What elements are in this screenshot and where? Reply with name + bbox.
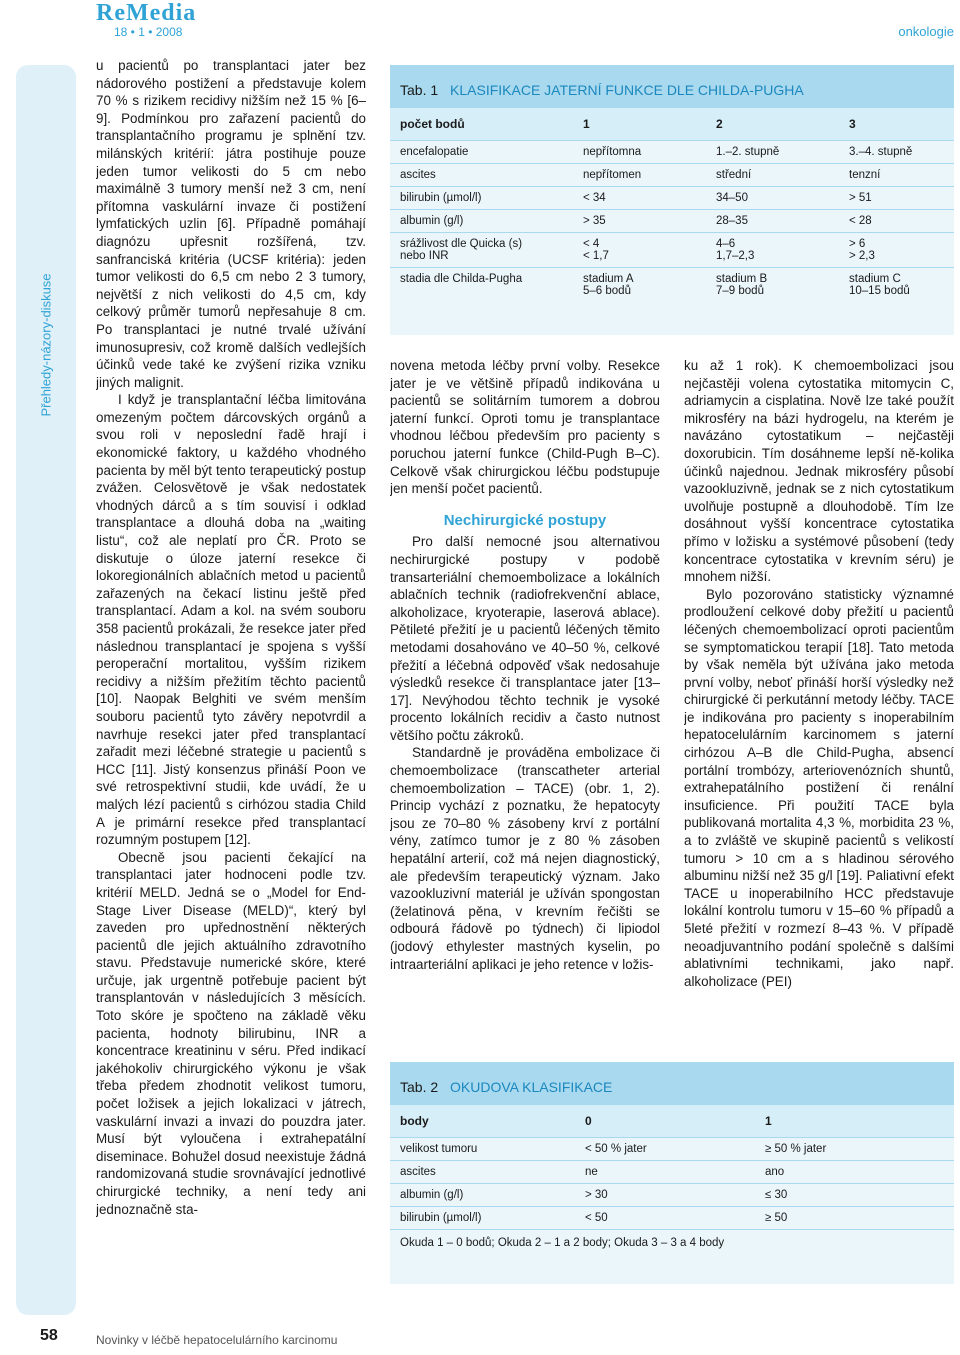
paragraph: Standardně je prováděna embolizace či chemoembolizace (transcatheter arterial chemoembolization – TACE) (obr. 1, 2). Princip vychází z poznatku, že hepatocyty jsou ze 70–80 % zásobeny krví z portální vény, zatímco tumor je z 80 % zásoben hepatální arterií, což má nejen diagnostický, ale především terapeutický význam. Jako vazookluzivní materiál je užíván spongostan (želatinová pěna, v krevním řečišti se odbourá řádově po týdnech) či lipiodol (jodový ethylester mastných kyselin, po intraarteriální aplikaci je jeho retence v ložis- bbox=[390, 745, 660, 972]
table-cell: albumin (g/l) bbox=[390, 210, 573, 233]
cell-line: stadia dle Childa-Pugha bbox=[400, 273, 523, 285]
header-cell: body bbox=[390, 1105, 575, 1138]
cell-line: srážlivost dle Quicka (s) bbox=[400, 238, 523, 250]
table-note: Okuda 1 – 0 bodů; Okuda 2 – 1 a 2 body; Okuda 3 – 3 a 4 body bbox=[390, 1229, 954, 1249]
table-cell: encefalopatie bbox=[390, 141, 573, 164]
table-row bbox=[390, 141, 954, 164]
table-cell: střední bbox=[706, 164, 839, 187]
table-row bbox=[390, 1161, 954, 1184]
table-cell bbox=[573, 268, 706, 303]
paragraph: u pacientů po transplantaci jater bez nádorového postižení a představuje kolem 70 % s rizikem recidivy nižším než 15 % [6–9]. Podmínkou pro zařazení pacientů do transplantačního programu je splnění tzv. milánských kritérií: játra postihuje pouze jeden tumor velikosti do 5 cm nebo maximálně 3 tumory menší než 3 cm, není přítomna vaskulární invaze či postižení lymfatických uzlin [6]. Případně pomáhají diagnózu upřesnit rozšířená, tzv. sanfranciská kritéria (UCSF kritéria): jeden tumor velikosti do 6,5 cm nebo 2 3 tumory, největší z nich velikosti do 4,5 cm, kdy celkový průměr tumorů nepřesahuje 8 cm. Po transplantaci je nutné trvalé užívání imunosupresiv, což kromě dalších vedlejších účinků vede také ke zvýšení rizika vzniku jiných malignit. bbox=[96, 58, 366, 390]
table-cell: 34–50 bbox=[706, 187, 839, 210]
cell-line: 10–15 bodů bbox=[849, 285, 910, 297]
table-cell: bilirubin (µmol/l) bbox=[390, 1207, 575, 1230]
table-row bbox=[390, 1207, 954, 1230]
table-cell: ≥ 50 bbox=[755, 1207, 954, 1230]
table-cell: > 30 bbox=[575, 1184, 755, 1207]
table-cell: nepřítomen bbox=[573, 164, 706, 187]
paragraph: I když je transplantační léčba limitována omezeným počtem dárcovských orgánů a svou roli v neposlední řadě hrají i ekonomické faktory, u každého vhodného pacienta by měl být tento terapeutický postup zvážen. Celosvětově je však nedostatek vhodných dárců a s tím souvisí i odklad transplantace a dlouhá doba na „waiting listu“, což ale neplatí pro ČR. Proto se diskutuje o úloze jaterní resekce či lokoregionálních ablačních metod u pacientů zařazených na čekací listinu ještě před transplantací. Adam a kol. na svém souboru 358 pacientů prokázali, že resekce jater před následnou transplantací je spojena s vyšší peroperační mortalitou, vyšším rizikem recidivy a nižším přežitím těchto pacientů [10]. Naopak Belghiti ve svém menším souboru pacientů tyto závěry nepotvrdil a navrhuje resekci jater před transplantací zařadit mezi léčebné strategie u pacientů s HCC [11]. Jistý konsenzus přináší Poon ve své retrospektivní studii, kde uvádí, že u malých lézí pacientů s cirhózou stadia Child A je primární resekce před transplantací rozumným postupem [12]. bbox=[96, 392, 366, 848]
table-cell: > 51 bbox=[839, 187, 954, 210]
running-title: Novinky v léčbě hepatocelulárního karcinomu bbox=[96, 1333, 338, 1347]
paragraph: Obecně jsou pacienti čekající na transplantaci jater hodnoceni podle tzv. kritérií MELD. Jedná se o „Model for End-Stage Liver Disease (MELD)“, který byl zaveden pro upřednostnění některých pacientů dle jejich aktuálního zdravotního stavu. Představuje numerické skóre, které určuje, jak urgentně potřebuje pacient být transplantován v následujících 3 měsících. Toto skóre je spočteno na základě věku pacienta, hodnoty bilirubinu, INR a koncentrace kreatininu v séru. Před indikací jakéhokoliv chirurgického výkonu je však třeba předem zhodnotit velikost tumoru, počet ložisek a jejich lokalizaci v játrech, vaskulární invazi a invazi do pouzdra jater. Musí být vyloučena i extrahepatální diseminace. Bohužel dosud neexistuje žádná randomizovaná studie srovnávající jednotlivé chirurgické techniky, a není tedy ani jednoznačně sta- bbox=[96, 849, 366, 1217]
table-number: Tab. 1 bbox=[400, 82, 439, 98]
table-cell: 28–35 bbox=[706, 210, 839, 233]
table-cell: bilirubin (µmol/l) bbox=[390, 187, 573, 210]
table-cell: ascites bbox=[390, 164, 573, 187]
cell-line: 7–9 bodů bbox=[716, 285, 764, 297]
table-header-row bbox=[390, 1105, 954, 1138]
cell-line: 5–6 bodů bbox=[583, 285, 631, 297]
issue-date: 18 • 1 • 2008 bbox=[114, 25, 183, 39]
sidebar-band bbox=[16, 65, 76, 1315]
table-cell: ≤ 30 bbox=[755, 1184, 954, 1207]
cell-line: 1,7–2,3 bbox=[716, 250, 755, 262]
cell-line: stadium A bbox=[583, 273, 634, 285]
table-cell: < 34 bbox=[573, 187, 706, 210]
cell-line: < 4 bbox=[583, 238, 600, 250]
cell-line: > 6 bbox=[849, 238, 866, 250]
section-heading: Nechirurgické postupy bbox=[443, 511, 607, 529]
table-child-pugh bbox=[390, 65, 954, 335]
table-cell: velikost tumoru bbox=[390, 1138, 575, 1161]
table-cell: ne bbox=[575, 1161, 755, 1184]
table-title bbox=[390, 65, 954, 108]
text-column-3 bbox=[684, 357, 954, 1027]
table-cell: < 50 bbox=[575, 1207, 755, 1230]
table-header-row bbox=[390, 108, 954, 141]
paragraph: ku až 1 rok). K chemoembolizaci jsou nejčastěji volena cytostatika mitomycin C, adriamycin a cisplatina. Nově lze také použít mikrosféry na bázi hydrogelu, na kterém je navázáno cytostatikum – nejčastěji doxorubicin. Tím dosáhneme lepší ně-kolika účinků najednou. Jednak mikrosféry působí vazookluzivně, jednak se z nich cytostatikum uvolňuje postupně a dlouhodobě. Tím lze dosáhnout vyšší koncentrace cytostatika přímo v ložisku a systémové působení (tedy koncentrace cytostatika v krevním séru) je mnohem nižší. bbox=[684, 358, 954, 585]
table-cell: 1.–2. stupně bbox=[706, 141, 839, 164]
table-cell bbox=[839, 233, 954, 268]
table-number: Tab. 2 bbox=[400, 1079, 439, 1095]
text-column-1 bbox=[96, 57, 366, 1287]
header-cell: 1 bbox=[755, 1105, 954, 1138]
table-body bbox=[390, 1105, 954, 1229]
cell-line: stadium B bbox=[716, 273, 768, 285]
table-row bbox=[390, 268, 954, 303]
table-cell: albumin (g/l) bbox=[390, 1184, 575, 1207]
paragraph: Pro další nemocné jsou alternativou nechirurgické postupy v podobě transarteriální chemoembolizace a lokálních ablačních technik (radiofrekvenční ablace, alkoholizace, kryoterapie, laserová ablace). Pětileté přežití je u pacientů léčených těmito metodami dosahováno ve 40–50 %, celkové přežití a léčebná odpověď však nedosahuje výsledků resekce či transplantace jater [13–17]. Nevýhodou těchto technik je vysoké procento lokálních recidiv a často nutnost většího počtu zákroků. bbox=[390, 534, 660, 743]
table-cell: ano bbox=[755, 1161, 954, 1184]
table-cell: tenzní bbox=[839, 164, 954, 187]
table-title-text: KLASIFIKACE JATERNÍ FUNKCE DLE CHILDA-PUGHA bbox=[450, 82, 804, 98]
paragraph: Bylo pozorováno statisticky významné prodloužení celkové doby přežití u pacientů léčených chemoembolizací oproti pacientům se symptomatickou terapií [18]. Tato metoda by však neměla být užívána jako metoda první volby, neboť přináší horší výsledky než chirurgické či perkutánní metody léčby. TACE je indikována pro pacienty s inoperabilním hepatocelulárním karcinomem s jaterní cirhózou A–B dle Child-Pugha, absencí portální trombózy, arteriovenózních shuntů, extrahepatálního postižení či renální insuficience. Při použití TACE byla publikovaná mortalita 4,3 %, morbidita 23 %, a to zvláště ve skupině pacientů s velikostí tumoru > 10 cm a s hladinou sérového albuminu nižší než 35 g/l [19]. Paliativní efekt TACE u inoperabilního HCC představuje lokální kontrolu tumoru v 15–60 % případů a 5leté přežití v rozmezí 8–43 %. V případě neoadjuvantního podání společně s dalšími ablativními technikami, jako např. alkoholizace (PEI) bbox=[684, 586, 954, 989]
table-cell: ascites bbox=[390, 1161, 575, 1184]
journal-logo: ReMedia bbox=[96, 0, 197, 26]
table-cell: ≥ 50 % jater bbox=[755, 1138, 954, 1161]
table-cell bbox=[573, 233, 706, 268]
table-cell: nepřítomna bbox=[573, 141, 706, 164]
table-row bbox=[390, 233, 954, 268]
table-cell bbox=[706, 233, 839, 268]
table-cell bbox=[839, 268, 954, 303]
cell-line: > 2,3 bbox=[849, 250, 875, 262]
table-row bbox=[390, 164, 954, 187]
cell-line: stadium C bbox=[849, 273, 901, 285]
sidebar-vertical-label: Přehledy-názory-diskuse bbox=[38, 273, 54, 417]
cell-line: 4–6 bbox=[716, 238, 736, 250]
table-cell bbox=[706, 268, 839, 303]
cell-line: < 1,7 bbox=[583, 250, 609, 262]
table-cell bbox=[390, 233, 573, 268]
header-cell: 1 bbox=[573, 108, 706, 141]
table-cell: < 50 % jater bbox=[575, 1138, 755, 1161]
header-cell: 2 bbox=[706, 108, 839, 141]
table-row bbox=[390, 1184, 954, 1207]
table-title-text: OKUDOVA KLASIFIKACE bbox=[450, 1079, 613, 1095]
header-cell: 3 bbox=[839, 108, 954, 141]
table-cell: < 28 bbox=[839, 210, 954, 233]
page-number: 58 bbox=[40, 1327, 58, 1344]
section-label: onkologie bbox=[898, 24, 954, 39]
table-cell bbox=[390, 268, 573, 303]
table-body bbox=[390, 108, 954, 302]
text-column-2 bbox=[390, 357, 660, 1027]
table-row bbox=[390, 210, 954, 233]
table-cell: 3.–4. stupně bbox=[839, 141, 954, 164]
table-row bbox=[390, 1138, 954, 1161]
cell-line: nebo INR bbox=[400, 250, 449, 262]
paragraph: novena metoda léčby první volby. Resekce jater je ve většině případů indikována u pacientů se solitárním tumorem a dobrou jaterní funkcí. Oproti tomu je transplantace vhodnou léčbou především pro pacienty s poruchou jaterní funkce (Child-Pugh B–C). Celkově však chirurgickou léčbu podstupuje jen menší počet pacientů. bbox=[390, 358, 660, 497]
table-okuda bbox=[390, 1062, 954, 1284]
table-cell: > 35 bbox=[573, 210, 706, 233]
table-row bbox=[390, 187, 954, 210]
header-cell: 0 bbox=[575, 1105, 755, 1138]
header-cell: počet bodů bbox=[390, 108, 573, 141]
table-title bbox=[390, 1062, 954, 1105]
